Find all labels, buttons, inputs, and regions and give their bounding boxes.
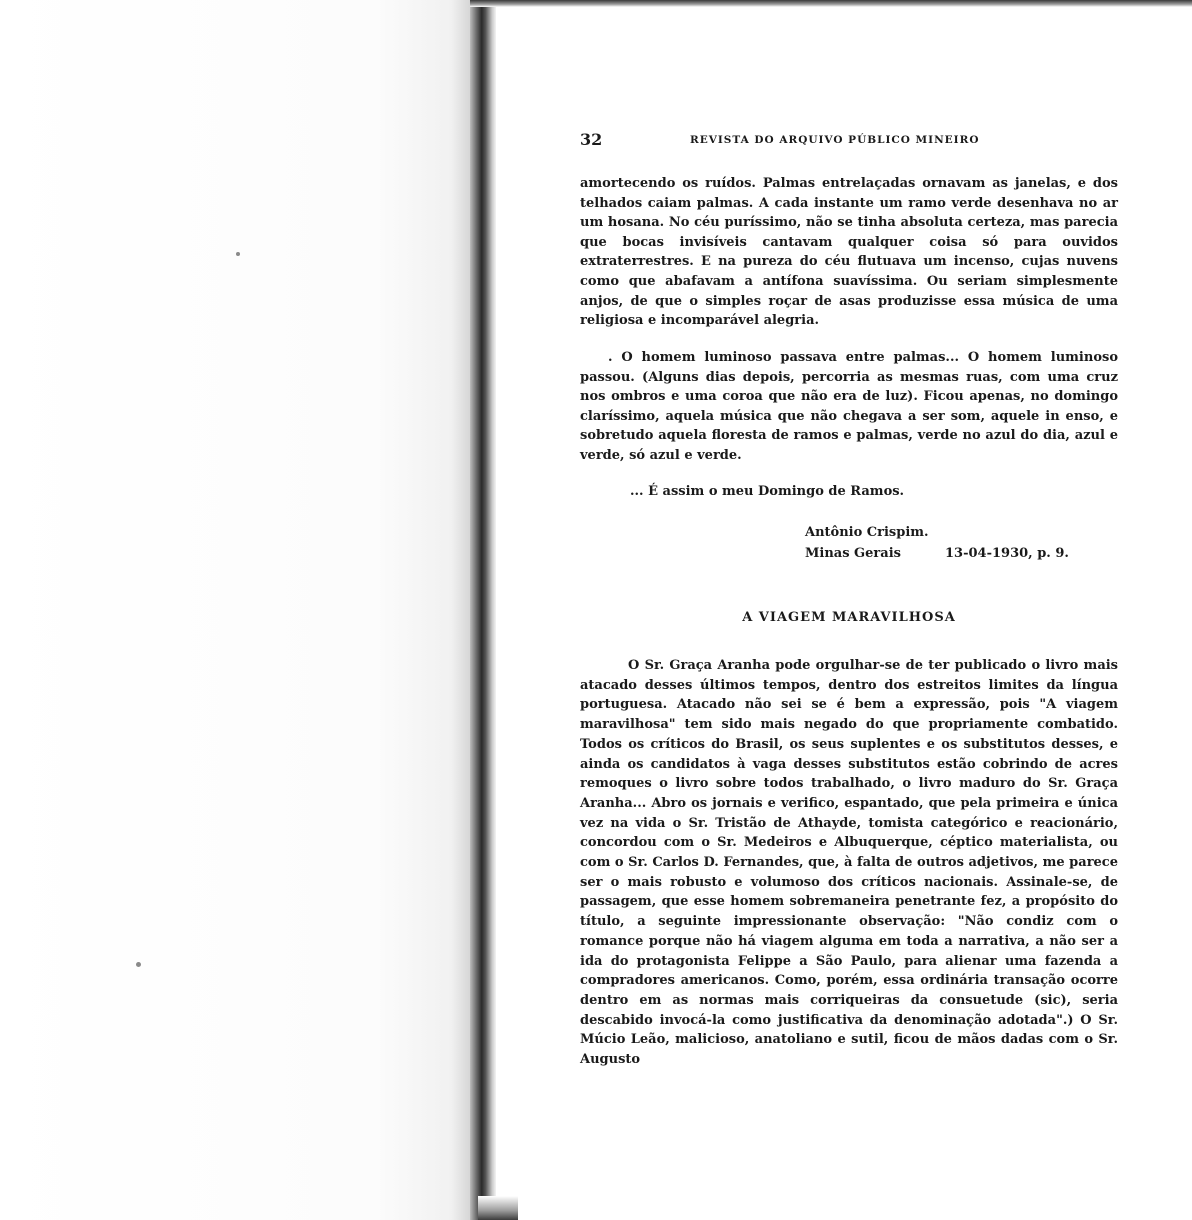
signature-date: 13-04-1930, p. 9. <box>945 546 1069 561</box>
journal-title: REVISTA DO ARQUIVO PÚBLICO MINEIRO <box>690 134 980 146</box>
scan-edge-shadow <box>470 0 1192 7</box>
paragraph-text: ... É assim o meu Domingo de Ramos. <box>630 484 905 499</box>
page-number: 32 <box>580 130 603 149</box>
paragraph-luminous-man <box>580 348 1118 466</box>
paragraph-text: amortecendo os ruídos. Palmas entrelaçadas ornavam as janelas, e dos telhados caiam palmas. A cada instante um ramo verde desenhava no ar um hosana. No céu puríssimo, não se tinha absoluta certeza, mas parecia que bocas invisíveis cantavam qualquer coisa só para ouvidos extraterrestres. E na pureza do céu flutuava um incenso, cujas nuvens como que abafavam a antífona suavíssima. Ou seriam simplesmente anjos, de que o simples roçar de asas produzisse essa música de uma religiosa e incomparável alegria. <box>580 176 1118 329</box>
left-blank-page <box>0 0 470 1220</box>
signature-block <box>805 522 1069 564</box>
paragraph-continuation <box>580 174 1118 331</box>
article-title: A VIAGEM MARAVILHOSA <box>742 610 956 625</box>
signature-source-row <box>805 543 1069 564</box>
signature-author: Antônio Crispim. <box>805 525 929 540</box>
paragraph-text: . O homem luminoso passava entre palmas... O homem luminoso passou. (Alguns dias depois, percorria as mesmas ruas, com uma cruz nos ombros e uma coroa que não era de luz). Ficou apenas, no domingo claríssimo, aquela música que não chegava a ser som, aquele in enso, e sobretudo aquela floresta de ramos e palmas, verde no azul do dia, azul e verde, só azul e verde. <box>580 350 1118 463</box>
scan-corner-shadow <box>478 1196 518 1220</box>
paragraph-closing <box>580 482 1118 502</box>
running-head <box>580 130 1118 152</box>
article-body <box>580 656 1118 1070</box>
paper-speck <box>236 252 240 256</box>
book-gutter <box>470 0 496 1220</box>
signature-source: Minas Gerais <box>805 546 901 561</box>
paper-speck <box>136 962 141 967</box>
paragraph-text: O Sr. Graça Aranha pode orgulhar-se de ter publicado o livro mais atacado desses últimos tempos, dentro dos estreitos limites da língua portuguesa. Atacado não sei se é bem a expressão, pois "A viagem maravilhosa" tem sido mais negado do que propriamente combatido. Todos os críticos do Brasil, os seus suplentes e os substitutos desses, e ainda os candidatos à vaga desses substitutos estão cobrindo de acres remoques o livro sobre todos trabalhado, o livro maduro do Sr. Graça Aranha... Abro os jornais e verifico, espantado, que pela primeira e única vez na vida o Sr. Tristão de Athayde, tomista categórico e reacionário, concordou com o Sr. Medeiros e Albuquerque, céptico materialista, ou com o Sr. Carlos D. Fernandes, que, à falta de outros adjetivos, me parece ser o mais robusto e volumoso dos críticos nacionais. Assinale-se, de passagem, que esse homem sobremaneira penetrante fez, a propósito do título, a seguinte impressionante observação: "Não condiz com o romance porque não há viagem alguma em toda a narrativa, a não ser a ida do protagonista Felippe a São Paulo, para alienar uma fazenda a compradores americanos. Como, porém, essa ordinária transação ocorre dentro em as normas mais corriqueiras da consuetude (sic), seria descabido invocá-la como justificativa da denominação adotada".) O Sr. Múcio Leão, malicioso, anatoliano e sutil, ficou de mãos dadas com o Sr. Augusto <box>580 658 1118 1068</box>
